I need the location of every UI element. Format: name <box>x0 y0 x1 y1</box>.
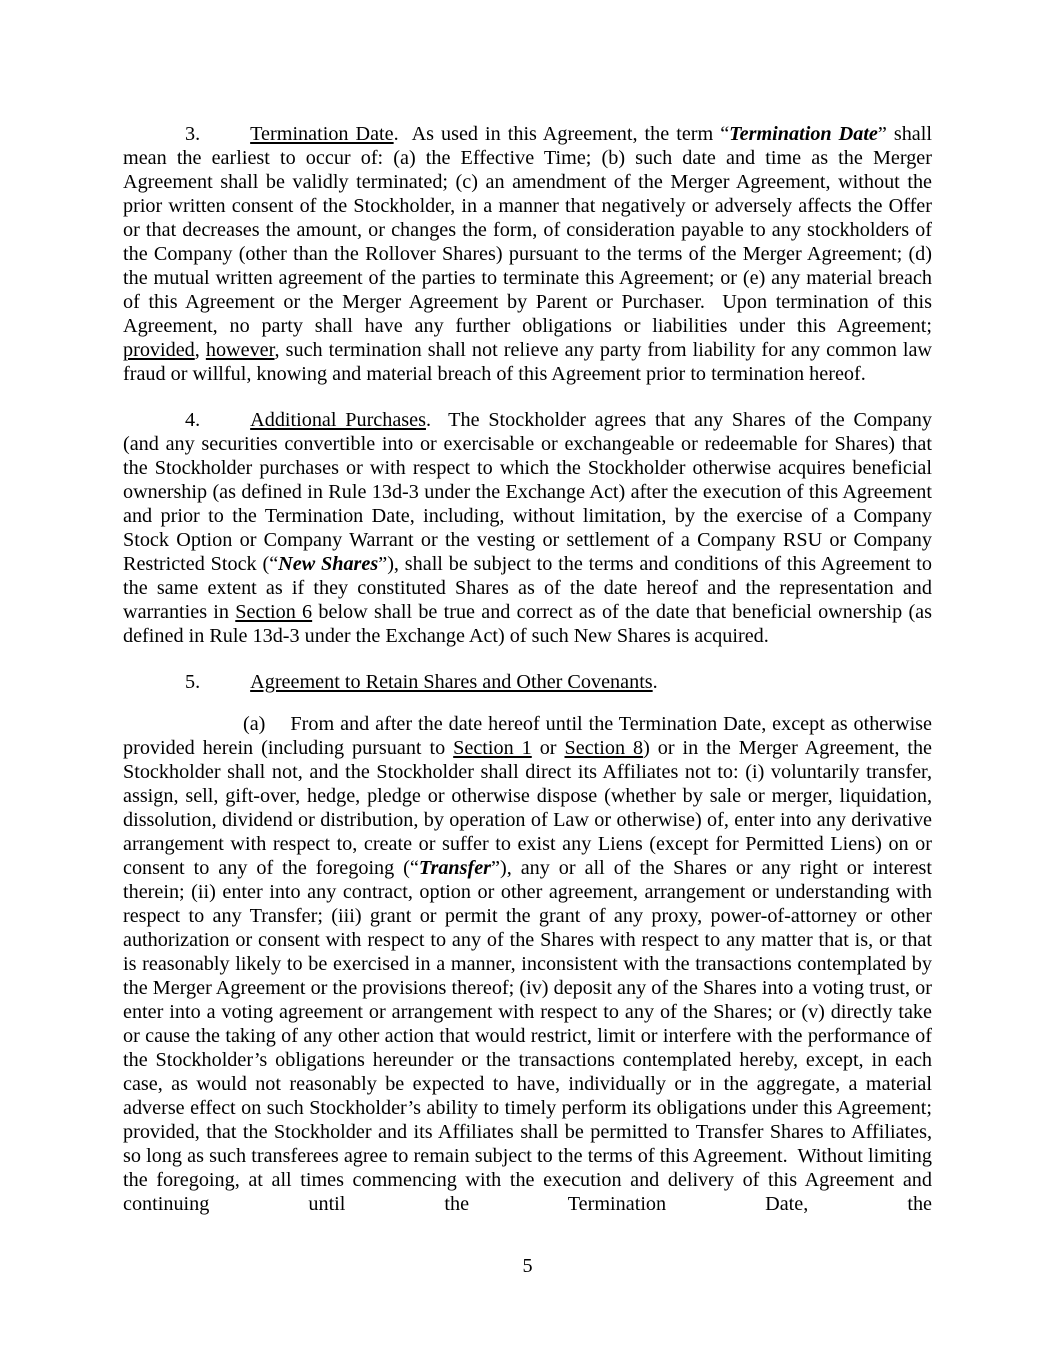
paragraph-5-heading <box>123 670 932 694</box>
body-text: From and after the date hereof until the Termination Date, except as otherwise provided herein (including pursuant to <box>123 713 932 759</box>
paragraph-3-termination-date <box>123 122 932 386</box>
document-body <box>123 122 932 1238</box>
page-number: 5 <box>522 1255 533 1277</box>
proviso-underlined: however <box>205 339 275 361</box>
body-text: ”), shall be subject to the terms and conditions of this Agreement to the same extent as if they constituted Shares as of the date hereof and the representation and warranties in <box>123 553 932 623</box>
defined-term: Transfer <box>418 857 492 879</box>
defined-term: Termination Date <box>729 123 878 145</box>
section-heading-underlined: Agreement to Retain Shares and Other Covenants <box>250 671 653 693</box>
body-text: , such termination shall not relieve any party from liability for any common law fraud or willful, knowing and material breach of this Agreement prior to termination hereof. <box>123 339 932 385</box>
body-text: . As used in this Agreement, the term “ <box>393 123 730 145</box>
paragraph-5a <box>123 712 932 1216</box>
section-number: 3. <box>185 123 201 145</box>
cross-reference-underlined: Section 6 <box>235 601 313 623</box>
body-text: . <box>652 671 658 693</box>
defined-term: New Shares <box>278 553 379 575</box>
subsection-label: (a) <box>243 713 266 735</box>
paragraph-4-additional-purchases <box>123 408 932 648</box>
body-text: . The Stockholder agrees that any Shares of the Company (and any securities convertible into or exercisable or exchangeable or redeemable for Shares) that the Stockholder purchases or with respect to which the Stockholder otherwise acquires beneficial ownership (as defined in Rule 13d-3 under the Exchange Act) after the execution of this Agreement and prior to the Termination Date, including, without limitation, by the exercise of a Company Stock Option or Company Warrant or the vesting or settlement of a Company RSU or Company Restricted Stock (“ <box>123 409 932 575</box>
section-heading-underlined: Termination Date <box>250 123 394 145</box>
body-text: ” shall mean the earliest to occur of: (a) the Effective Time; (b) such date and time as the Merger Agreement shall be validly terminated; (c) an amendment of the Merger Agreement, without the prior written consent of the Stockholder, in a manner that negatively or adversely affects the Offer or that decreases the amount, or changes the form, of consideration payable to any stockholders of the Company (other than the Rollover Shares) pursuant to the terms of the Merger Agreement; (d) the mutual written agreement of the parties to terminate this Agreement; or (e) any material breach of this Agreement or the Merger Agreement by Parent or Purchaser. Upon termination of this Agreement, no party shall have any further obligations or liabilities under this Agreement; <box>123 123 932 337</box>
section-number: 5. <box>185 671 201 693</box>
proviso-underlined: provided <box>123 339 195 361</box>
body-text: or <box>531 737 565 759</box>
body-text: below shall be true and correct as of the date that beneficial ownership (as defined in Rule 13d-3 under the Exchange Act) of such New Shares is acquired. <box>123 601 932 647</box>
section-number: 4. <box>185 409 201 431</box>
body-text: ) or in the Merger Agreement, the Stockholder shall not, and the Stockholder shall direct its Affiliates not to: (i) voluntarily transfer, assign, sell, gift-over, hedge, pledge or otherwise dispose (whether by sale or merger, liquidation, dissolution, dividend or distribution, by operation of Law or otherwise) of, enter into any derivative arrangement with respect to, create or suffer to exist any Liens (except for Permitted Liens) on or consent to any of the foregoing (“ <box>123 737 933 879</box>
body-text: ”), any or all of the Shares or any right or interest therein; (ii) enter into any contract, option or other agreement, arrangement or understanding with respect to any Transfer; (iii) grant or permit the grant of any proxy, power-of-attorney or other authorization or consent with respect to any of the Shares with respect to any matter that is, or that is reasonably likely to be exercised in a manner, inconsistent with the transactions contemplated by the Merger Agreement or the provisions thereof; (iv) deposit any of the Shares into a voting trust, or enter into a voting agreement or arrangement with respect to any of the Shares; or (v) directly take or cause the taking of any other action that would restrict, limit or interfere with the performance of the Stockholder’s obligations hereunder or the transactions contemplated hereby, except, in each case, as would not reasonably be expected to have, individually or in the aggregate, a material adverse effect on such Stockholder’s ability to timely perform its obligations under this Agreement; provided, that the Stockholder and its Affiliates shall be permitted to Transfer Shares to Affiliates, so long as such transferees agree to remain subject to the terms of this Agreement. Without limiting the foregoing, at all times commencing with the execution and delivery of this Agreement and continuing until the Termination Date, the <box>123 857 932 1215</box>
cross-reference-underlined: Section 1 <box>453 737 532 759</box>
cross-reference-underlined: Section 8 <box>564 737 644 759</box>
section-heading-underlined: Additional Purchases <box>250 409 426 431</box>
body-text: , <box>194 339 206 361</box>
